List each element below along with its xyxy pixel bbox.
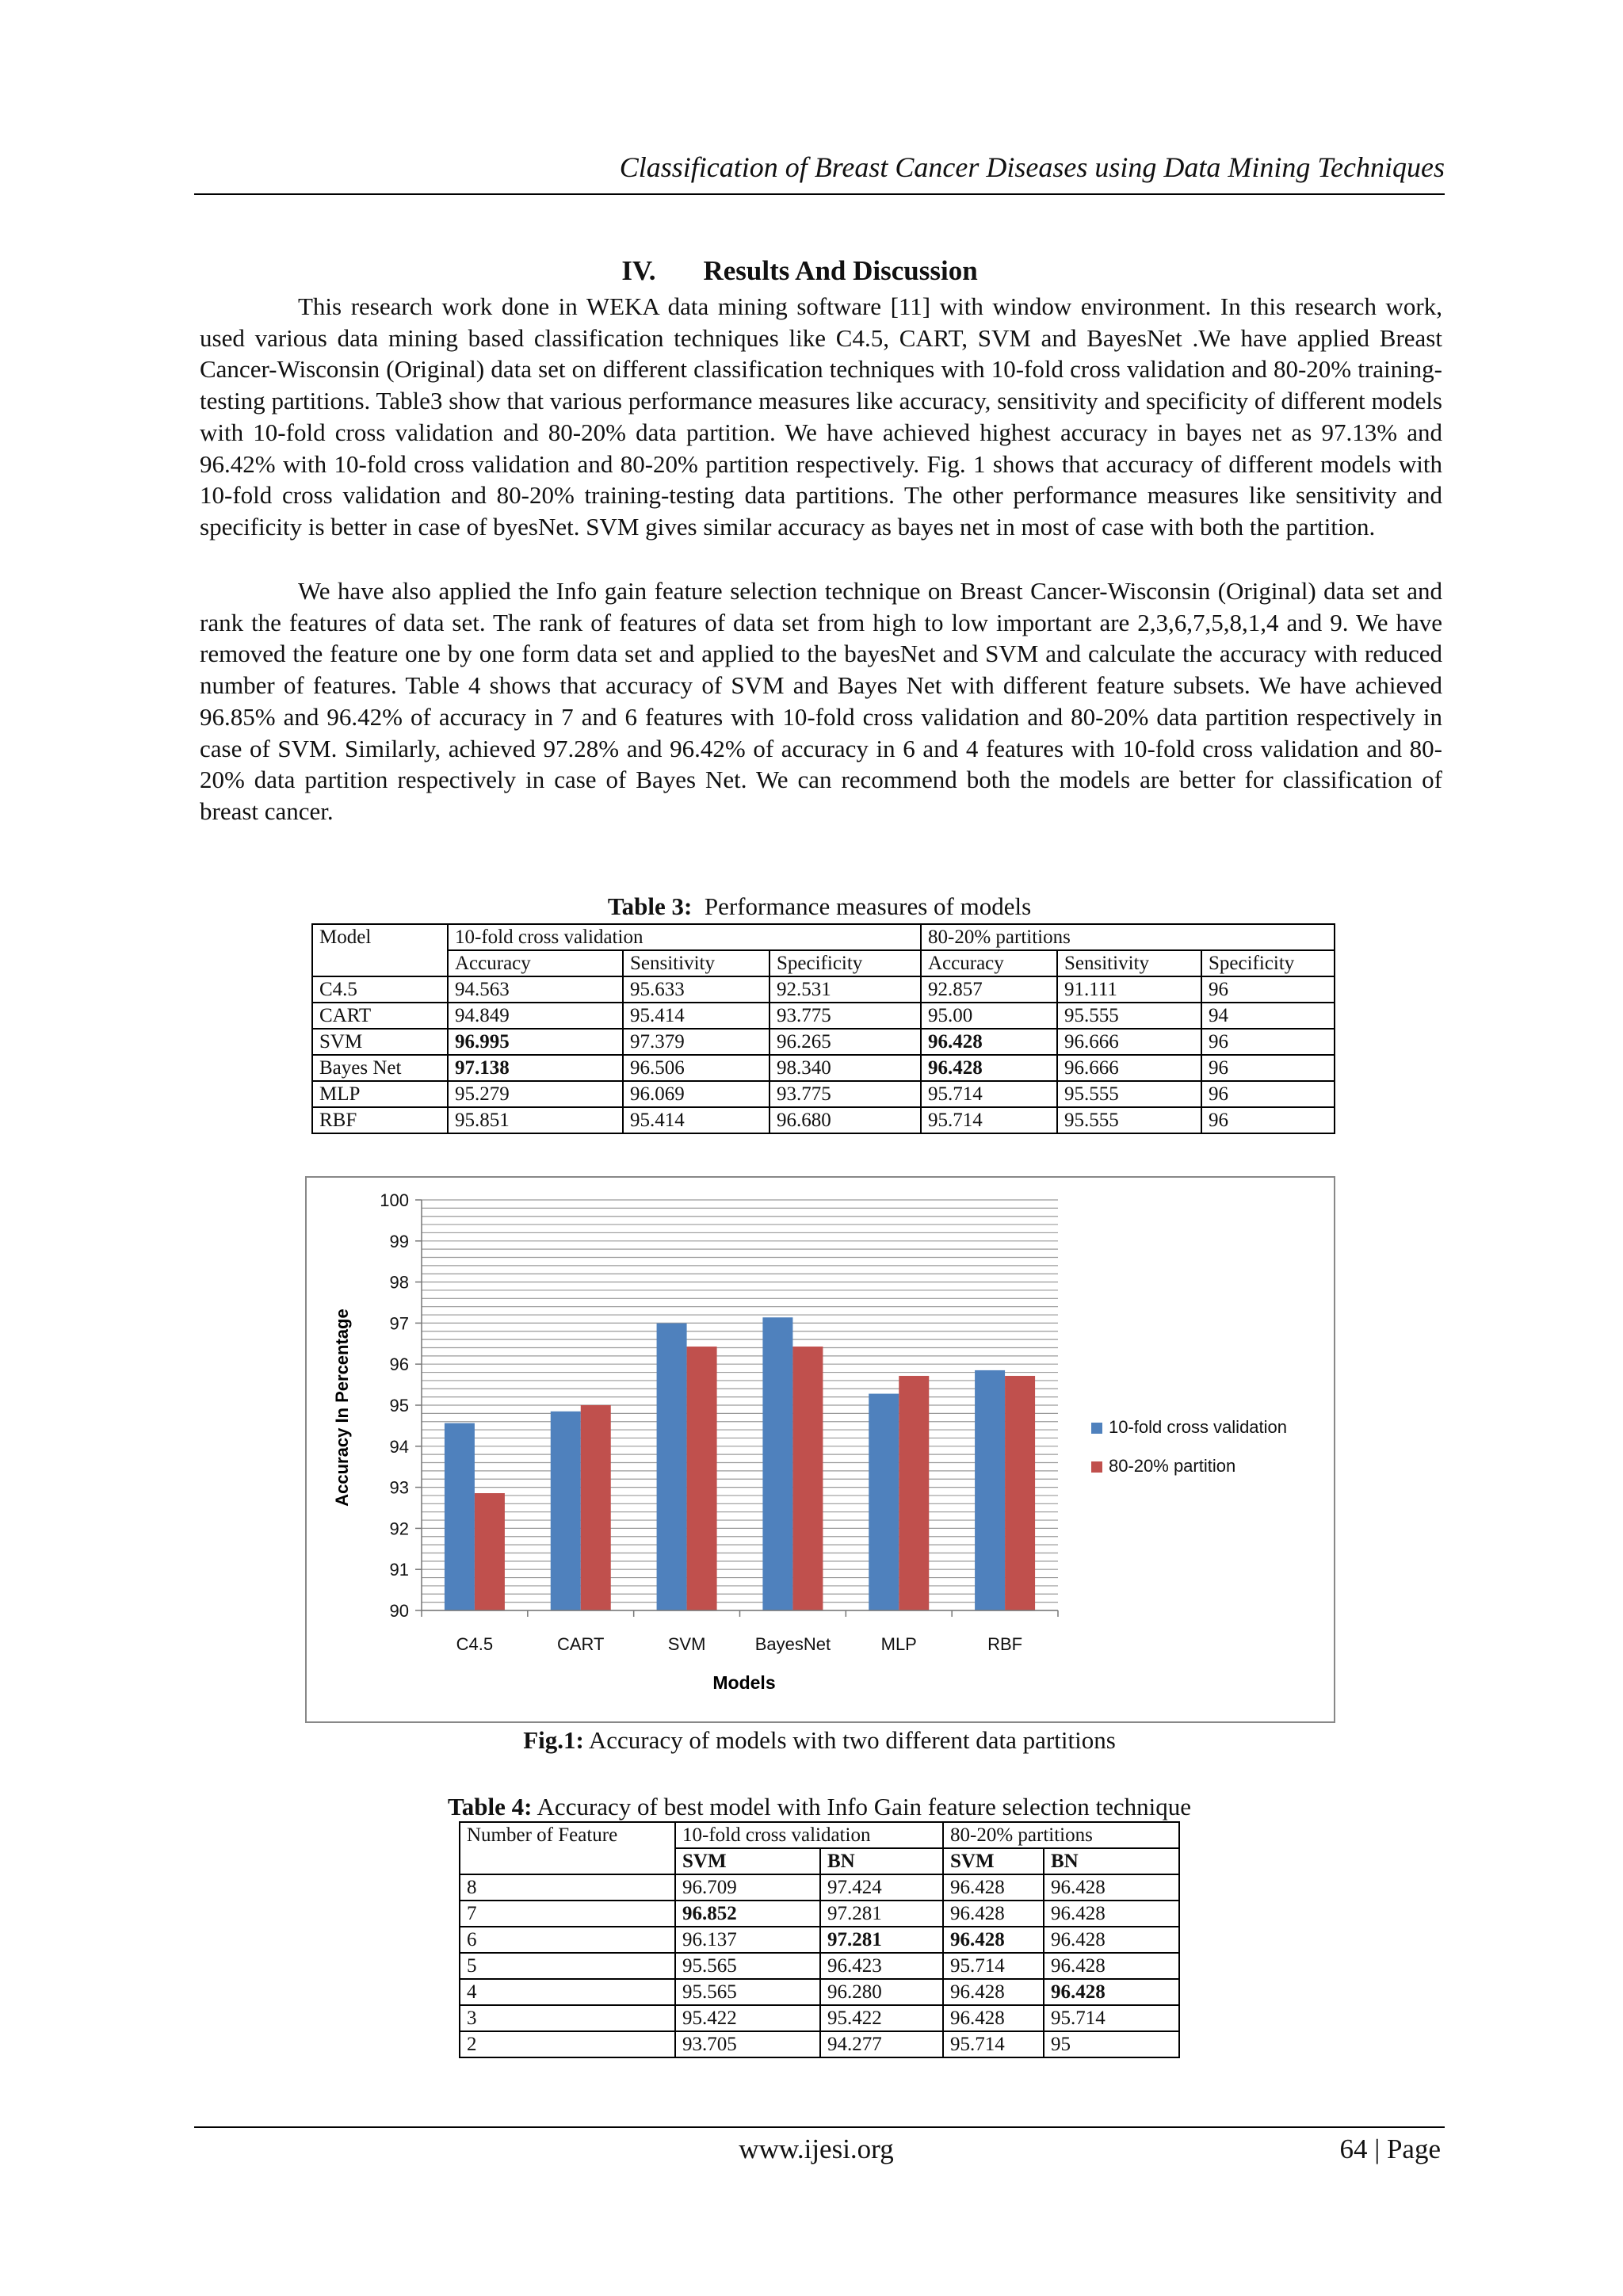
bar xyxy=(581,1405,611,1610)
table-cell: 96.428 xyxy=(1044,1927,1179,1953)
table-cell: CART xyxy=(312,1003,448,1029)
table4-header-group1: 10-fold cross validation xyxy=(675,1822,943,1848)
section-heading xyxy=(194,255,1405,287)
table4 xyxy=(459,1821,1180,2058)
table-cell: 94 xyxy=(1201,1003,1335,1029)
table-cell: SVM xyxy=(312,1029,448,1055)
y-tick-label: 91 xyxy=(389,1560,409,1580)
table4-caption-label: Table 4: xyxy=(447,1793,533,1820)
table-cell: 93.775 xyxy=(769,1081,921,1107)
legend-swatch xyxy=(1091,1461,1102,1473)
table-cell: 96.428 xyxy=(943,1927,1044,1953)
table-row xyxy=(312,1081,1335,1107)
table-cell: 91.111 xyxy=(1057,976,1201,1003)
table3-subheader-row xyxy=(312,950,1335,976)
table-row xyxy=(460,1979,1179,2005)
bar xyxy=(445,1423,475,1610)
table-cell: 96.428 xyxy=(943,1901,1044,1927)
table-cell: 92.857 xyxy=(921,976,1057,1003)
y-tick-label: 99 xyxy=(389,1231,409,1251)
legend-label: 80-20% partition xyxy=(1109,1456,1236,1476)
bar xyxy=(551,1412,581,1610)
y-tick-label: 98 xyxy=(389,1272,409,1293)
header-rule xyxy=(194,193,1445,195)
table-cell: 96.423 xyxy=(820,1953,943,1979)
table-cell: 5 xyxy=(460,1953,675,1979)
paragraph-1: This research work done in WEKA data mining software [11] with window environment. In this research work, used various data mining based classification techniques like C4.5, CART, SVM and BayesNet .We have applied Breast Cancer-Wisconsin (Original) data set on different classification techniques with 10-fold cross validation and 80-20% training-testing partitions. Table3 show that various performance measures like accuracy, sensitivity and specificity of different models with 10-fold cross validation and 80-20% data partition. We have achieved highest accuracy in bayes net as 97.13% and 96.42% with 10-fold cross validation and 80-20% partition respectively. Fig. 1 shows that accuracy of different models with 10-fold cross validation and 80-20% training-testing data partitions. The other performance measures like sensitivity and specificity is better in case of byesNet. SVM gives similar accuracy as bayes net in most of case with both the partition. xyxy=(200,292,1442,541)
table4-subheader: SVM xyxy=(943,1848,1044,1874)
table4-header-feature: Number of Feature xyxy=(460,1822,675,1874)
table-cell: MLP xyxy=(312,1081,448,1107)
table-cell: 96.995 xyxy=(448,1029,623,1055)
x-tick-label: BayesNet xyxy=(754,1634,831,1654)
table-cell: 96 xyxy=(1201,976,1335,1003)
bar xyxy=(869,1394,899,1610)
table3-caption xyxy=(194,892,1445,921)
table-row xyxy=(460,1874,1179,1901)
legend-label: 10-fold cross validation xyxy=(1109,1417,1288,1437)
table-cell: 2 xyxy=(460,2031,675,2057)
table3-header-row xyxy=(312,924,1335,950)
table-cell: 95.565 xyxy=(675,1979,820,2005)
legend-swatch xyxy=(1091,1423,1102,1434)
bar xyxy=(792,1347,823,1610)
table3-subheader: Specificity xyxy=(769,950,921,976)
table-cell: 96.506 xyxy=(623,1055,769,1081)
table-cell: 95.633 xyxy=(623,976,769,1003)
table-cell: 95 xyxy=(1044,2031,1179,2057)
accuracy-bar-chart xyxy=(307,1178,1334,1721)
chart-xlabel: Models xyxy=(712,1672,776,1693)
bar xyxy=(657,1324,687,1610)
y-tick-label: 96 xyxy=(389,1354,409,1375)
table3-header-group1: 10-fold cross validation xyxy=(448,924,921,950)
table3-header-group2: 80-20% partitions xyxy=(921,924,1335,950)
table-cell: 96.428 xyxy=(1044,1874,1179,1901)
table-cell: 92.531 xyxy=(769,976,921,1003)
table3-header-model: Model xyxy=(312,924,448,976)
table-cell: 95.714 xyxy=(1044,2005,1179,2031)
table-cell: 96.428 xyxy=(943,2005,1044,2031)
table-cell: 96.428 xyxy=(1044,1901,1179,1927)
table-cell: 96.428 xyxy=(921,1055,1057,1081)
table-cell: 6 xyxy=(460,1927,675,1953)
table-cell: 97.281 xyxy=(820,1927,943,1953)
y-tick-label: 100 xyxy=(380,1190,409,1210)
table-cell: 95.714 xyxy=(943,1953,1044,1979)
table-row xyxy=(460,1927,1179,1953)
figure1-caption-label: Fig.1: xyxy=(523,1726,584,1754)
table-cell: 97.281 xyxy=(820,1901,943,1927)
table-cell: 7 xyxy=(460,1901,675,1927)
table-cell: C4.5 xyxy=(312,976,448,1003)
table-cell: 95.851 xyxy=(448,1107,623,1133)
table-cell: 95.555 xyxy=(1057,1003,1201,1029)
chart-ylabel: Accuracy In Percentage xyxy=(332,1308,352,1507)
table4-subheader: BN xyxy=(820,1848,943,1874)
table4-header-row xyxy=(460,1822,1179,1848)
table-cell: 96.137 xyxy=(675,1927,820,1953)
chart-legend xyxy=(1091,1417,1287,1476)
table3-subheader: Specificity xyxy=(1201,950,1335,976)
table-cell: 96.069 xyxy=(623,1081,769,1107)
table4-caption xyxy=(194,1793,1445,1821)
table-cell: 96.428 xyxy=(1044,1953,1179,1979)
table-cell: 94.277 xyxy=(820,2031,943,2057)
table-cell: 95.714 xyxy=(921,1107,1057,1133)
table-cell: 96.428 xyxy=(943,1979,1044,2005)
running-header: Classification of Breast Cancer Diseases using Data Mining Techniques xyxy=(619,151,1445,183)
table-row xyxy=(460,2031,1179,2057)
figure1-caption-text: Accuracy of models with two different data partitions xyxy=(588,1726,1116,1754)
x-tick-label: SVM xyxy=(667,1634,706,1654)
y-tick-label: 94 xyxy=(389,1436,409,1457)
table-cell: 95.714 xyxy=(921,1081,1057,1107)
table4-subheader: SVM xyxy=(675,1848,820,1874)
table-cell: Bayes Net xyxy=(312,1055,448,1081)
figure1-chart-frame xyxy=(305,1176,1335,1723)
table-cell: 93.775 xyxy=(769,1003,921,1029)
table-cell: 95.555 xyxy=(1057,1081,1201,1107)
table-cell: 95.565 xyxy=(675,1953,820,1979)
table-cell: RBF xyxy=(312,1107,448,1133)
paragraph-2: We have also applied the Info gain feature selection technique on Breast Cancer-Wisconsin (Original) data set and rank the features of data set. The rank of features of data set from high to low important are 2,3,6,7,5,8,1,4 and 9. We have removed the feature one by one form data set and applied to the bayesNet and SVM and calculate the accuracy with reduced number of features. Table 4 shows that accuracy of SVM and Bayes Net with different feature subsets. We have achieved 96.85% and 96.42% of accuracy in 7 and 6 features with 10-fold cross validation and 80-20% data partition respectively in case of SVM. Similarly, achieved 97.28% and 96.42% of accuracy in 6 and 4 features with 10-fold cross validation and 80-20% data partition respectively in case of Bayes Net. We can recommend both the models are better for classification of breast cancer. xyxy=(200,577,1442,825)
table-row xyxy=(312,976,1335,1003)
bar xyxy=(899,1376,929,1610)
table-cell: 96.265 xyxy=(769,1029,921,1055)
table3-subheader: Sensitivity xyxy=(623,950,769,976)
table-cell: 94.849 xyxy=(448,1003,623,1029)
y-tick-label: 93 xyxy=(389,1477,409,1498)
footer-rule xyxy=(194,2126,1445,2128)
chart-bars xyxy=(445,1317,1035,1610)
bar xyxy=(475,1493,505,1610)
table3-subheader: Sensitivity xyxy=(1057,950,1201,976)
y-tick-label: 95 xyxy=(389,1396,409,1415)
chart-grid xyxy=(422,1200,1058,1610)
bar xyxy=(762,1317,792,1610)
table-cell: 95.714 xyxy=(943,2031,1044,2057)
table-cell: 96 xyxy=(1201,1081,1335,1107)
table-cell: 96.709 xyxy=(675,1874,820,1901)
y-tick-label: 97 xyxy=(389,1313,409,1334)
table-cell: 95.414 xyxy=(623,1003,769,1029)
table-cell: 96 xyxy=(1201,1107,1335,1133)
table3-subheader: Accuracy xyxy=(448,950,623,976)
section-number: IV. xyxy=(621,255,656,286)
table-row xyxy=(312,1107,1335,1133)
table-cell: 96.680 xyxy=(769,1107,921,1133)
table-cell: 95.422 xyxy=(820,2005,943,2031)
y-tick-label: 92 xyxy=(389,1519,409,1539)
table-row xyxy=(460,1901,1179,1927)
table-cell: 96 xyxy=(1201,1055,1335,1081)
table-row xyxy=(312,1029,1335,1055)
table-cell: 98.340 xyxy=(769,1055,921,1081)
table4-subheader: BN xyxy=(1044,1848,1179,1874)
table-cell: 95.00 xyxy=(921,1003,1057,1029)
figure1-caption xyxy=(194,1726,1445,1755)
bar xyxy=(1005,1376,1035,1610)
table-cell: 94.563 xyxy=(448,976,623,1003)
table-cell: 96.428 xyxy=(1044,1979,1179,2005)
table-row xyxy=(460,2005,1179,2031)
table-cell: 95.422 xyxy=(675,2005,820,2031)
table-cell: 95.555 xyxy=(1057,1107,1201,1133)
x-tick-label: C4.5 xyxy=(456,1634,494,1654)
y-tick-label: 90 xyxy=(389,1601,409,1621)
table-cell: 97.379 xyxy=(623,1029,769,1055)
x-tick-label: MLP xyxy=(880,1634,917,1654)
table-cell: 95.414 xyxy=(623,1107,769,1133)
table3-caption-label: Table 3: xyxy=(607,892,693,920)
table-cell: 93.705 xyxy=(675,2031,820,2057)
table-cell: 96.666 xyxy=(1057,1055,1201,1081)
table-cell: 96.428 xyxy=(921,1029,1057,1055)
table3 xyxy=(311,923,1335,1134)
table3-subheader: Accuracy xyxy=(921,950,1057,976)
x-tick-label: RBF xyxy=(987,1634,1023,1654)
table-cell: 4 xyxy=(460,1979,675,2005)
table-cell: 96 xyxy=(1201,1029,1335,1055)
table-cell: 96.428 xyxy=(943,1874,1044,1901)
footer-url: www.ijesi.org xyxy=(739,2134,894,2164)
section-title: Results And Discussion xyxy=(703,255,978,286)
bar xyxy=(687,1347,717,1610)
table-cell: 96.280 xyxy=(820,1979,943,2005)
table-cell: 3 xyxy=(460,2005,675,2031)
table-cell: 8 xyxy=(460,1874,675,1901)
table-row xyxy=(312,1055,1335,1081)
table-cell: 96.852 xyxy=(675,1901,820,1927)
table3-caption-text: Performance measures of models xyxy=(704,892,1032,920)
table-cell: 96.666 xyxy=(1057,1029,1201,1055)
table-row xyxy=(312,1003,1335,1029)
footer-page-number: 64 | Page xyxy=(1339,2134,1441,2164)
table4-header-group2: 80-20% partitions xyxy=(943,1822,1179,1848)
table4-caption-text: Accuracy of best model with Info Gain feature selection technique xyxy=(537,1793,1192,1820)
table-row xyxy=(460,1953,1179,1979)
x-tick-label: CART xyxy=(557,1634,605,1654)
table-cell: 95.279 xyxy=(448,1081,623,1107)
table-cell: 97.138 xyxy=(448,1055,623,1081)
bar xyxy=(975,1370,1005,1610)
table-cell: 97.424 xyxy=(820,1874,943,1901)
